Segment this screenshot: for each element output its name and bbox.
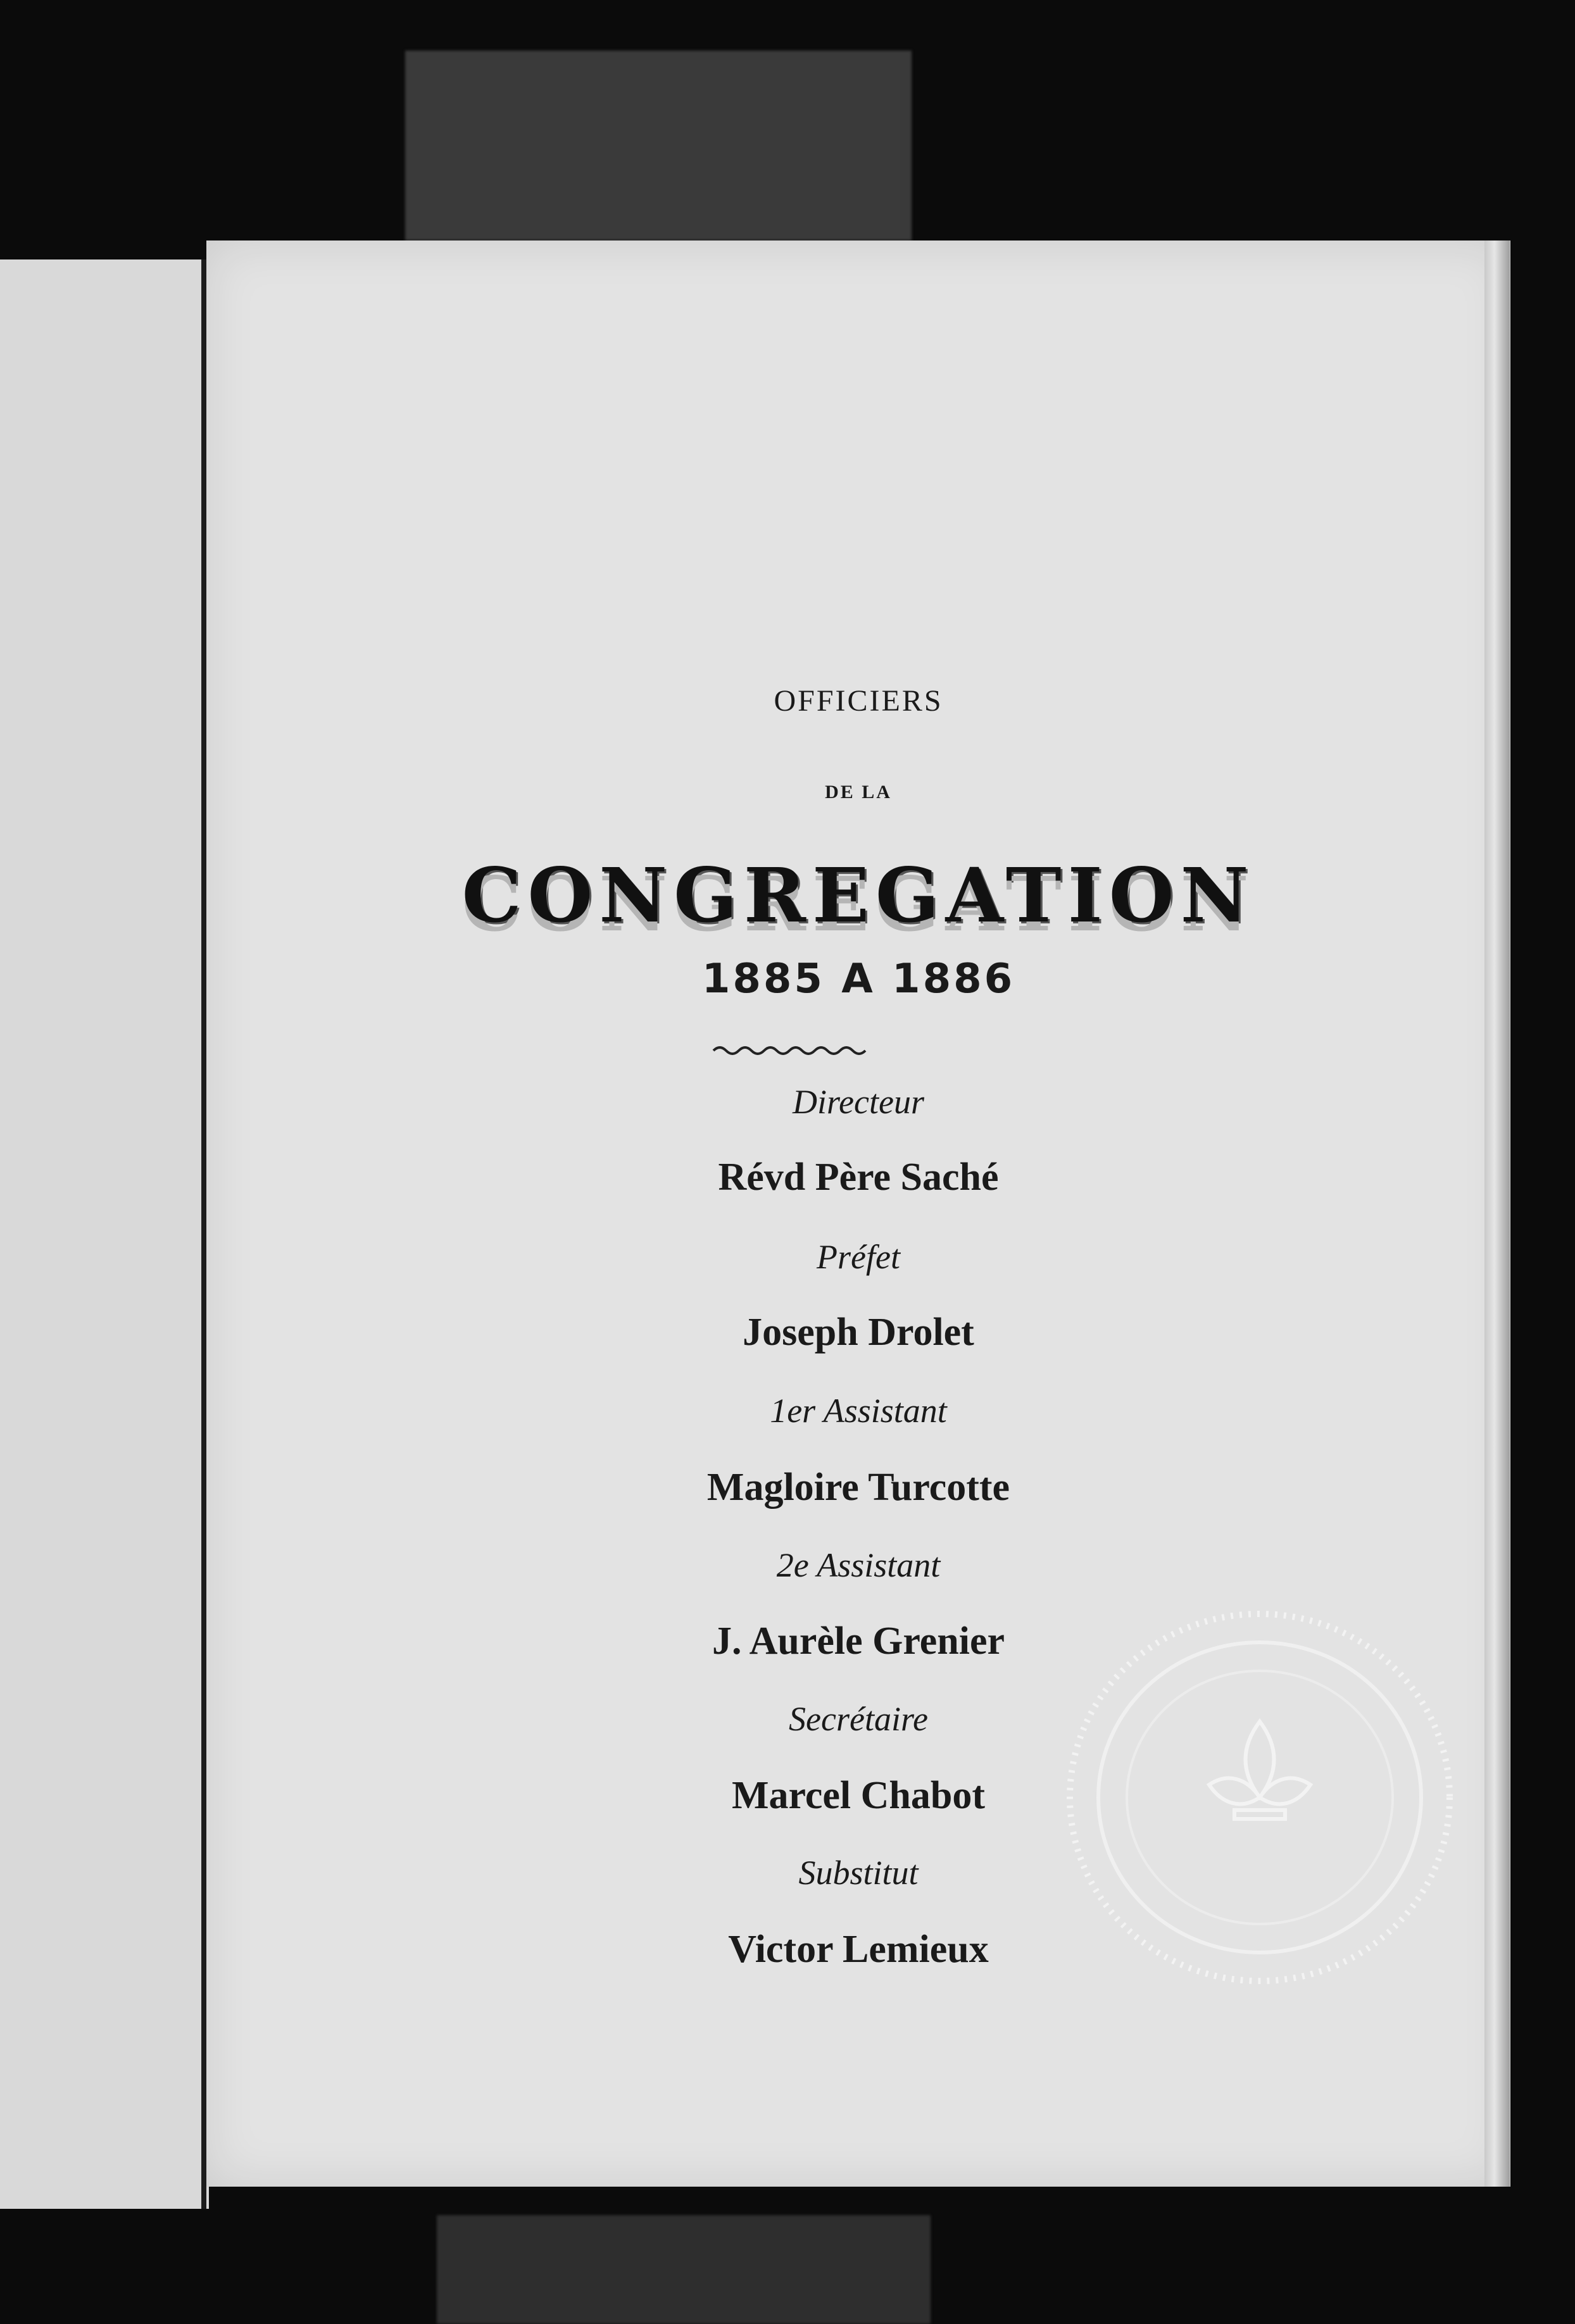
page-edge [1484,241,1510,2187]
role-secretaire: Secrétaire [789,1700,928,1738]
name-2e-assistant: J. Aurèle Grenier [712,1620,1005,1663]
role-prefet: Préfet [817,1238,900,1276]
page-gutter [201,259,206,2209]
role-directeur: Directeur [793,1083,924,1121]
name-substitut: Victor Lemieux [728,1928,989,1971]
name-1er-assistant: Magloire Turcotte [706,1466,1010,1509]
heading-years: 1885 A 1886 [701,956,1015,1003]
embossed-library-seal [1045,1595,1475,2000]
wavy-rule-ornament [712,1043,867,1058]
heading-officiers: OFFICIERS [774,684,943,718]
role-2e-assistant: 2e Assistant [776,1546,941,1584]
name-secretaire: Marcel Chabot [731,1774,986,1817]
name-prefet: Joseph Drolet [743,1311,974,1354]
film-tape-top [405,51,912,241]
heading-de-la: DE LA [825,782,892,803]
role-substitut: Substitut [798,1854,919,1892]
role-1er-assistant: 1er Assistant [770,1392,947,1430]
heading-congregation: CONGREGATION [461,851,1255,939]
film-tape-bottom [437,2215,931,2324]
facing-page [0,259,209,2209]
name-directeur: Révd Père Saché [718,1156,999,1199]
